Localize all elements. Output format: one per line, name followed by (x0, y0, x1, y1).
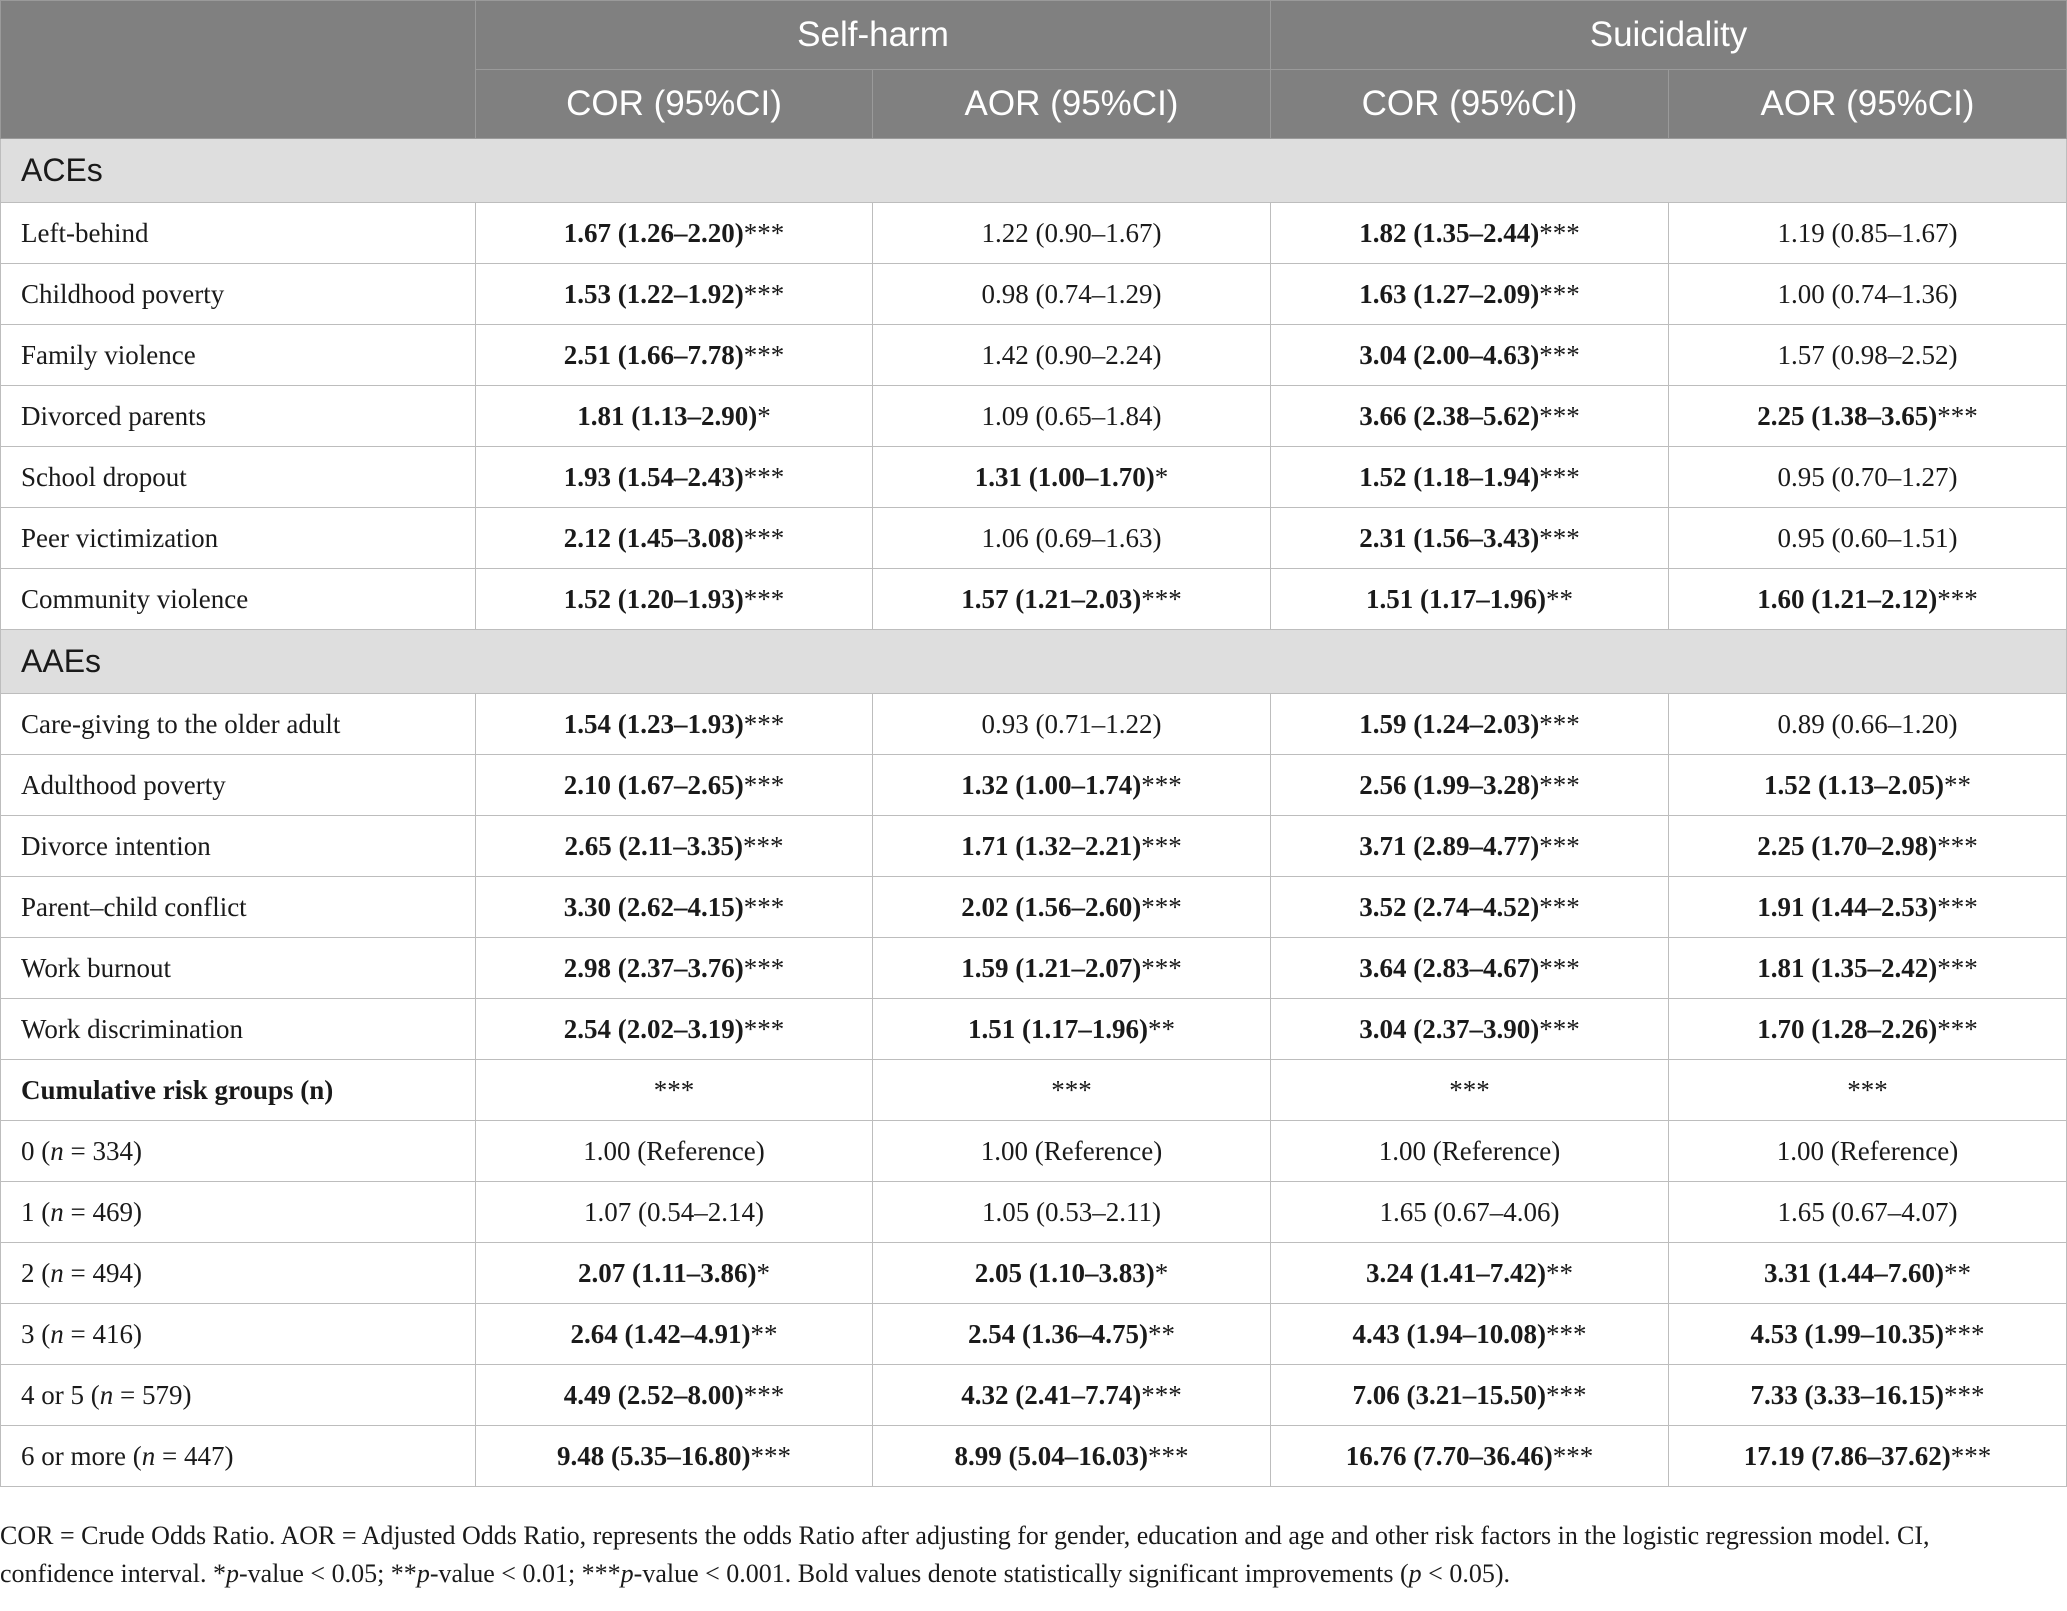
odds-ratio-value: 1.31 (1.00–1.70) (974, 461, 1155, 492)
odds-ratio-value: 3.04 (2.00–4.63) (1359, 339, 1540, 370)
odds-ratio-cell (1271, 447, 1669, 508)
odds-ratio-value: 1.05 (0.53–2.11) (982, 1196, 1161, 1227)
odds-ratio-cell (1669, 1060, 2067, 1121)
significance-stars: *** (1147, 1440, 1189, 1471)
table-row (1, 1182, 2067, 1243)
table-row (1, 447, 2067, 508)
group-size: 447 (183, 1440, 225, 1471)
significance-stars: *** (1545, 1379, 1587, 1410)
significance-stars: *** (750, 1440, 791, 1471)
odds-ratio-value: 3.04 (2.37–3.90) (1359, 1013, 1540, 1044)
odds-ratio-cell (1669, 447, 2067, 508)
odds-ratio-cell (1271, 1365, 1669, 1426)
significance-stars: *** (1539, 708, 1580, 739)
significance-stars: * (1154, 1257, 1169, 1288)
significance-stars: *** (1937, 400, 1978, 431)
significance-stars: *** (1944, 1318, 1985, 1349)
row-label: Divorce intention (1, 816, 476, 877)
odds-ratio-cell (873, 1365, 1271, 1426)
table-body (1, 139, 2067, 1487)
odds-ratio-value: 3.24 (1.41–7.42) (1366, 1257, 1546, 1288)
odds-ratio-value: 1.59 (1.21–2.07) (961, 952, 1142, 983)
odds-ratio-value: 0.95 (0.60–1.51) (1777, 522, 1958, 553)
header-self-harm: Self-harm (476, 1, 1271, 70)
odds-ratio-cell (476, 569, 873, 630)
odds-ratio-value: 4.53 (1.99–10.35) (1750, 1318, 1944, 1349)
odds-ratio-value: 2.25 (1.38–3.65) (1757, 400, 1938, 431)
odds-ratio-cell (873, 694, 1271, 755)
odds-ratio-value: 2.07 (1.11–3.86) (578, 1257, 757, 1288)
odds-ratio-cell (1669, 386, 2067, 447)
significance-stars: *** (743, 830, 784, 861)
odds-ratio-cell (1669, 755, 2067, 816)
odds-ratio-cell (1271, 1304, 1669, 1365)
row-label: 4 or 5 (n = 579) (1, 1365, 476, 1426)
odds-ratio-value: 1.91 (1.44–2.53) (1757, 891, 1938, 922)
row-label: Family violence (1, 325, 476, 386)
significance-stars: *** (1539, 1013, 1580, 1044)
odds-ratio-value: 1.54 (1.23–1.93) (563, 708, 744, 739)
odds-ratio-cell (476, 1304, 873, 1365)
significance-stars: *** (1950, 1440, 1992, 1471)
significance-stars: *** (1141, 769, 1182, 800)
significance-stars: ** (1545, 583, 1573, 614)
row-label: 2 (n = 494) (1, 1243, 476, 1304)
odds-ratio-value: 7.33 (3.33–16.15) (1750, 1379, 1944, 1410)
odds-ratio-value: 1.63 (1.27–2.09) (1359, 278, 1540, 309)
odds-ratio-value: 1.00 (Reference) (1776, 1135, 1959, 1166)
significance-stars: *** (1539, 461, 1580, 492)
significance-stars: * (757, 400, 771, 431)
odds-ratio-cell (1669, 569, 2067, 630)
odds-ratio-cell (1669, 816, 2067, 877)
significance-stars: *** (743, 461, 785, 492)
odds-ratio-cell (476, 447, 873, 508)
odds-ratio-value: 0.89 (0.66–1.20) (1777, 708, 1958, 739)
odds-ratio-cell (476, 386, 873, 447)
odds-ratio-value: 2.54 (1.36–4.75) (968, 1318, 1148, 1349)
odds-ratio-cell (1271, 694, 1669, 755)
odds-ratio-cell (1669, 1243, 2067, 1304)
odds-ratio-cell (476, 203, 873, 264)
odds-ratio-cell (873, 447, 1271, 508)
row-label: Adulthood poverty (1, 755, 476, 816)
odds-ratio-value: 1.52 (1.18–1.94) (1359, 461, 1540, 492)
odds-ratio-cell (476, 816, 873, 877)
odds-ratio-value: 3.66 (2.38–5.62) (1359, 400, 1540, 431)
table-row (1, 1121, 2067, 1182)
row-label: Parent–child conflict (1, 877, 476, 938)
odds-ratio-cell (1669, 694, 2067, 755)
odds-ratio-value: 1.65 (0.67–4.06) (1379, 1196, 1560, 1227)
odds-ratio-cell (1271, 999, 1669, 1060)
significance-stars: *** (1539, 830, 1580, 861)
row-label: 6 or more (n = 447) (1, 1426, 476, 1487)
odds-ratio-value: 0.98 (0.74–1.29) (981, 278, 1162, 309)
odds-ratio-cell (873, 877, 1271, 938)
odds-ratio-value: 1.00 (Reference) (583, 1135, 765, 1166)
row-label: Work discrimination (1, 999, 476, 1060)
odds-ratio-cell (873, 1060, 1271, 1121)
table-row (1, 755, 2067, 816)
odds-ratio-value: 1.67 (1.26–2.20) (563, 217, 744, 248)
group-size: 579 (141, 1379, 183, 1410)
significance-stars: *** (743, 339, 785, 370)
row-label: Work burnout (1, 938, 476, 999)
odds-ratio-cell (476, 508, 873, 569)
table-row (1, 694, 2067, 755)
odds-ratio-value: 1.53 (1.22–1.92) (563, 278, 744, 309)
significance-stars: *** (743, 708, 785, 739)
significance-stars: *** (1937, 891, 1978, 922)
odds-ratio-cell (1669, 1365, 2067, 1426)
table-row (1, 816, 2067, 877)
odds-ratio-cell (476, 694, 873, 755)
odds-ratio-cell (476, 999, 873, 1060)
odds-ratio-cell (1669, 325, 2067, 386)
header-col-aor-suicidality: AOR (95%CI) (1669, 70, 2067, 139)
significance-stars: ** (1944, 1257, 1971, 1288)
section-title: AAEs (1, 630, 2067, 694)
odds-ratio-value: 2.54 (2.02–3.19) (563, 1013, 744, 1044)
odds-ratio-cell (1669, 1121, 2067, 1182)
odds-ratio-cell (1669, 999, 2067, 1060)
table-row (1, 203, 2067, 264)
significance-stars: * (1154, 461, 1169, 492)
odds-ratio-value: 2.05 (1.10–3.83) (974, 1257, 1155, 1288)
significance-stars: *** (1539, 278, 1580, 309)
significance-stars: * (756, 1257, 770, 1288)
odds-ratio-value: 2.51 (1.66–7.78) (563, 339, 744, 370)
odds-ratio-value: 3.30 (2.62–4.15) (563, 891, 744, 922)
significance-stars: *** (653, 1074, 695, 1105)
header-col-cor-self-harm: COR (95%CI) (476, 70, 873, 139)
odds-ratio-cell (873, 816, 1271, 877)
odds-ratio-cell (1669, 264, 2067, 325)
significance-stars: *** (1552, 1440, 1594, 1471)
odds-ratio-value: 1.81 (1.35–2.42) (1757, 952, 1938, 983)
table-row (1, 877, 2067, 938)
odds-ratio-cell (1271, 1121, 1669, 1182)
odds-ratio-value: 1.65 (0.67–4.07) (1777, 1196, 1958, 1227)
odds-ratio-value: 4.43 (1.94–10.08) (1352, 1318, 1546, 1349)
significance-stars: *** (743, 278, 785, 309)
group-size: 416 (92, 1318, 133, 1349)
table-row (1, 1426, 2067, 1487)
odds-ratio-value: 17.19 (7.86–37.62) (1743, 1440, 1951, 1471)
odds-ratio-value: 1.06 (0.69–1.63) (981, 522, 1162, 553)
significance-stars: ** (1944, 769, 1971, 800)
odds-ratio-cell (1271, 755, 1669, 816)
odds-ratio-cell (873, 1304, 1271, 1365)
significance-stars: ** (1545, 1257, 1573, 1288)
odds-ratio-cell (476, 264, 873, 325)
group-size: 334 (92, 1135, 133, 1166)
odds-ratio-value: 0.95 (0.70–1.27) (1777, 461, 1958, 492)
table-row (1, 938, 2067, 999)
odds-ratio-cell (1669, 1304, 2067, 1365)
odds-ratio-cell (476, 1365, 873, 1426)
odds-ratio-value: 1.82 (1.35–2.44) (1359, 217, 1540, 248)
odds-ratio-cell (873, 999, 1271, 1060)
odds-ratio-cell (476, 1426, 873, 1487)
odds-ratio-cell (1271, 1426, 1669, 1487)
odds-ratio-value: 1.59 (1.24–2.03) (1359, 708, 1540, 739)
significance-stars: *** (743, 583, 785, 614)
odds-ratio-cell (476, 1182, 873, 1243)
odds-ratio-cell (1271, 569, 1669, 630)
significance-stars: *** (743, 1379, 785, 1410)
row-label: School dropout (1, 447, 476, 508)
table-row (1, 999, 2067, 1060)
odds-ratio-cell (476, 1121, 873, 1182)
odds-ratio-cell (873, 386, 1271, 447)
significance-stars: *** (1141, 952, 1182, 983)
odds-ratio-value: 1.57 (0.98–2.52) (1777, 339, 1958, 370)
section-title: ACEs (1, 139, 2067, 203)
odds-ratio-cell (873, 264, 1271, 325)
odds-ratio-value: 2.02 (1.56–2.60) (961, 891, 1142, 922)
significance-stars: *** (1937, 583, 1978, 614)
odds-ratio-cell (1669, 938, 2067, 999)
odds-ratio-cell (873, 1121, 1271, 1182)
odds-ratio-value: 1.51 (1.17–1.96) (1366, 583, 1546, 614)
odds-ratio-value: 1.52 (1.20–1.93) (563, 583, 744, 614)
header-col-aor-self-harm: AOR (95%CI) (873, 70, 1271, 139)
odds-ratio-value: 1.70 (1.28–2.26) (1757, 1013, 1938, 1044)
row-label: Peer victimization (1, 508, 476, 569)
odds-ratio-value: 1.57 (1.21–2.03) (961, 583, 1142, 614)
header-suicidality: Suicidality (1271, 1, 2067, 70)
significance-stars: *** (1539, 339, 1580, 370)
odds-ratio-cell (873, 1182, 1271, 1243)
odds-ratio-value: 1.00 (Reference) (1378, 1135, 1561, 1166)
odds-ratio-value: 1.60 (1.21–2.12) (1757, 583, 1938, 614)
significance-stars: *** (1937, 952, 1978, 983)
odds-ratio-cell (1271, 264, 1669, 325)
odds-ratio-cell (1669, 203, 2067, 264)
significance-stars: *** (743, 217, 785, 248)
row-label: Divorced parents (1, 386, 476, 447)
significance-stars: *** (1545, 1318, 1587, 1349)
odds-ratio-cell (873, 203, 1271, 264)
table-row (1, 1304, 2067, 1365)
odds-ratio-value: 1.71 (1.32–2.21) (961, 830, 1142, 861)
odds-ratio-cell (1669, 1426, 2067, 1487)
odds-ratio-value: 1.22 (0.90–1.67) (981, 217, 1162, 248)
significance-stars: *** (743, 952, 785, 983)
odds-ratio-value: 1.51 (1.17–1.96) (968, 1013, 1148, 1044)
significance-stars: *** (743, 769, 785, 800)
significance-stars: *** (1141, 891, 1182, 922)
table-footnote (0, 1517, 2050, 1593)
row-label: 1 (n = 469) (1, 1182, 476, 1243)
odds-ratio-value: 1.00 (0.74–1.36) (1777, 278, 1958, 309)
odds-ratio-value: 2.98 (2.37–3.76) (563, 952, 744, 983)
significance-stars: *** (743, 522, 785, 553)
row-label: 0 (n = 334) (1, 1121, 476, 1182)
significance-stars: *** (1539, 217, 1580, 248)
significance-stars: *** (1847, 1074, 1888, 1105)
odds-ratio-value: 1.09 (0.65–1.84) (981, 400, 1162, 431)
significance-stars: *** (743, 1013, 785, 1044)
significance-stars: *** (1141, 830, 1182, 861)
odds-ratio-cell (476, 938, 873, 999)
odds-ratio-cell (476, 877, 873, 938)
odds-ratio-cell (1271, 325, 1669, 386)
odds-ratio-value: 1.81 (1.13–2.90) (577, 400, 758, 431)
significance-stars: ** (750, 1318, 778, 1349)
table-header (1, 1, 2067, 139)
odds-ratio-cell (1271, 508, 1669, 569)
odds-ratio-value: 2.10 (1.67–2.65) (563, 769, 744, 800)
odds-ratio-value: 2.31 (1.56–3.43) (1359, 522, 1540, 553)
odds-ratio-cell (476, 1060, 873, 1121)
odds-ratio-value: 2.64 (1.42–4.91) (570, 1318, 751, 1349)
odds-ratio-value: 4.49 (2.52–8.00) (563, 1379, 744, 1410)
table-row (1, 264, 2067, 325)
significance-stars: *** (1937, 1013, 1978, 1044)
odds-ratio-cell (1271, 386, 1669, 447)
odds-ratio-cell (873, 938, 1271, 999)
odds-ratio-cell (873, 1426, 1271, 1487)
table-row (1, 386, 2067, 447)
significance-stars: *** (1449, 1074, 1490, 1105)
section-row-aaes (1, 630, 2067, 694)
significance-stars: *** (1944, 1379, 1985, 1410)
odds-ratio-value: 8.99 (5.04–16.03) (954, 1440, 1148, 1471)
significance-stars: *** (1539, 769, 1580, 800)
significance-stars: ** (1147, 1013, 1175, 1044)
odds-ratio-value: 2.12 (1.45–3.08) (563, 522, 744, 553)
significance-stars: *** (1539, 891, 1580, 922)
table-row (1, 508, 2067, 569)
group-size: 494 (92, 1257, 133, 1288)
row-label: Cumulative risk groups (n) (1, 1060, 476, 1121)
header-col-cor-suicidality: COR (95%CI) (1271, 70, 1669, 139)
significance-stars: *** (1141, 583, 1182, 614)
footnote-line2: confidence interval. *p-value < 0.05; **p-value < 0.01; ***p-value < 0.001. Bold values denote statistically significant improvements (p < 0.05). (0, 1559, 1510, 1588)
odds-ratio-value: 2.56 (1.99–3.28) (1359, 769, 1540, 800)
row-label: 3 (n = 416) (1, 1304, 476, 1365)
header-corner (1, 1, 476, 139)
odds-ratio-cell (1271, 938, 1669, 999)
odds-ratio-value: 1.19 (0.85–1.67) (1777, 217, 1958, 248)
odds-ratio-cell (1271, 1060, 1669, 1121)
section-row-aces (1, 139, 2067, 203)
odds-ratio-value: 16.76 (7.70–36.46) (1345, 1440, 1553, 1471)
odds-ratio-value: 0.93 (0.71–1.22) (981, 708, 1162, 739)
odds-ratio-value: 9.48 (5.35–16.80) (557, 1440, 751, 1471)
odds-ratio-value: 1.42 (0.90–2.24) (981, 339, 1162, 370)
odds-ratio-cell (1669, 508, 2067, 569)
table-row (1, 1243, 2067, 1304)
odds-ratio-value: 2.65 (2.11–3.35) (564, 830, 743, 861)
significance-stars: *** (1051, 1074, 1092, 1105)
odds-ratio-cell (873, 569, 1271, 630)
significance-stars: *** (1539, 952, 1580, 983)
odds-ratio-cell (873, 1243, 1271, 1304)
table-row (1, 1060, 2067, 1121)
significance-stars: *** (1937, 830, 1978, 861)
odds-ratio-value: 1.00 (Reference) (980, 1135, 1163, 1166)
table-row (1, 325, 2067, 386)
odds-ratio-value: 3.64 (2.83–4.67) (1359, 952, 1540, 983)
row-label: Left-behind (1, 203, 476, 264)
odds-ratio-cell (476, 325, 873, 386)
odds-ratio-value: 7.06 (3.21–15.50) (1352, 1379, 1546, 1410)
odds-ratio-cell (1271, 877, 1669, 938)
odds-ratio-cell (1271, 816, 1669, 877)
table-row (1, 569, 2067, 630)
odds-ratio-value: 1.07 (0.54–2.14) (584, 1196, 764, 1227)
table-row (1, 1365, 2067, 1426)
odds-ratio-value: 3.31 (1.44–7.60) (1764, 1257, 1944, 1288)
footnote-line1: COR = Crude Odds Ratio. AOR = Adjusted Odds Ratio, represents the odds Ratio after adjusting for gender, education and age and other risk factors in the logistic regression model. CI, (0, 1521, 1930, 1550)
odds-ratio-value: 2.25 (1.70–2.98) (1757, 830, 1938, 861)
significance-stars: *** (743, 891, 785, 922)
odds-ratio-value: 1.32 (1.00–1.74) (961, 769, 1142, 800)
row-label: Childhood poverty (1, 264, 476, 325)
odds-ratio-cell (1669, 1182, 2067, 1243)
odds-ratio-cell (873, 755, 1271, 816)
significance-stars: ** (1147, 1318, 1175, 1349)
odds-ratio-value: 4.32 (2.41–7.74) (961, 1379, 1142, 1410)
odds-ratio-value: 1.52 (1.13–2.05) (1764, 769, 1944, 800)
group-size: 469 (92, 1196, 133, 1227)
odds-ratio-cell (1271, 1182, 1669, 1243)
significance-stars: *** (1141, 1379, 1182, 1410)
odds-ratio-cell (873, 508, 1271, 569)
significance-stars: *** (1539, 522, 1580, 553)
odds-ratio-cell (1271, 203, 1669, 264)
row-label: Care-giving to the older adult (1, 694, 476, 755)
odds-ratio-cell (476, 1243, 873, 1304)
significance-stars: *** (1539, 400, 1580, 431)
odds-ratio-value: 3.52 (2.74–4.52) (1359, 891, 1540, 922)
odds-ratio-cell (476, 755, 873, 816)
odds-ratio-cell (1271, 1243, 1669, 1304)
row-label: Community violence (1, 569, 476, 630)
odds-ratio-value: 1.93 (1.54–2.43) (563, 461, 744, 492)
odds-ratio-cell (1669, 877, 2067, 938)
odds-ratio-cell (873, 325, 1271, 386)
odds-ratio-value: 3.71 (2.89–4.77) (1359, 830, 1540, 861)
